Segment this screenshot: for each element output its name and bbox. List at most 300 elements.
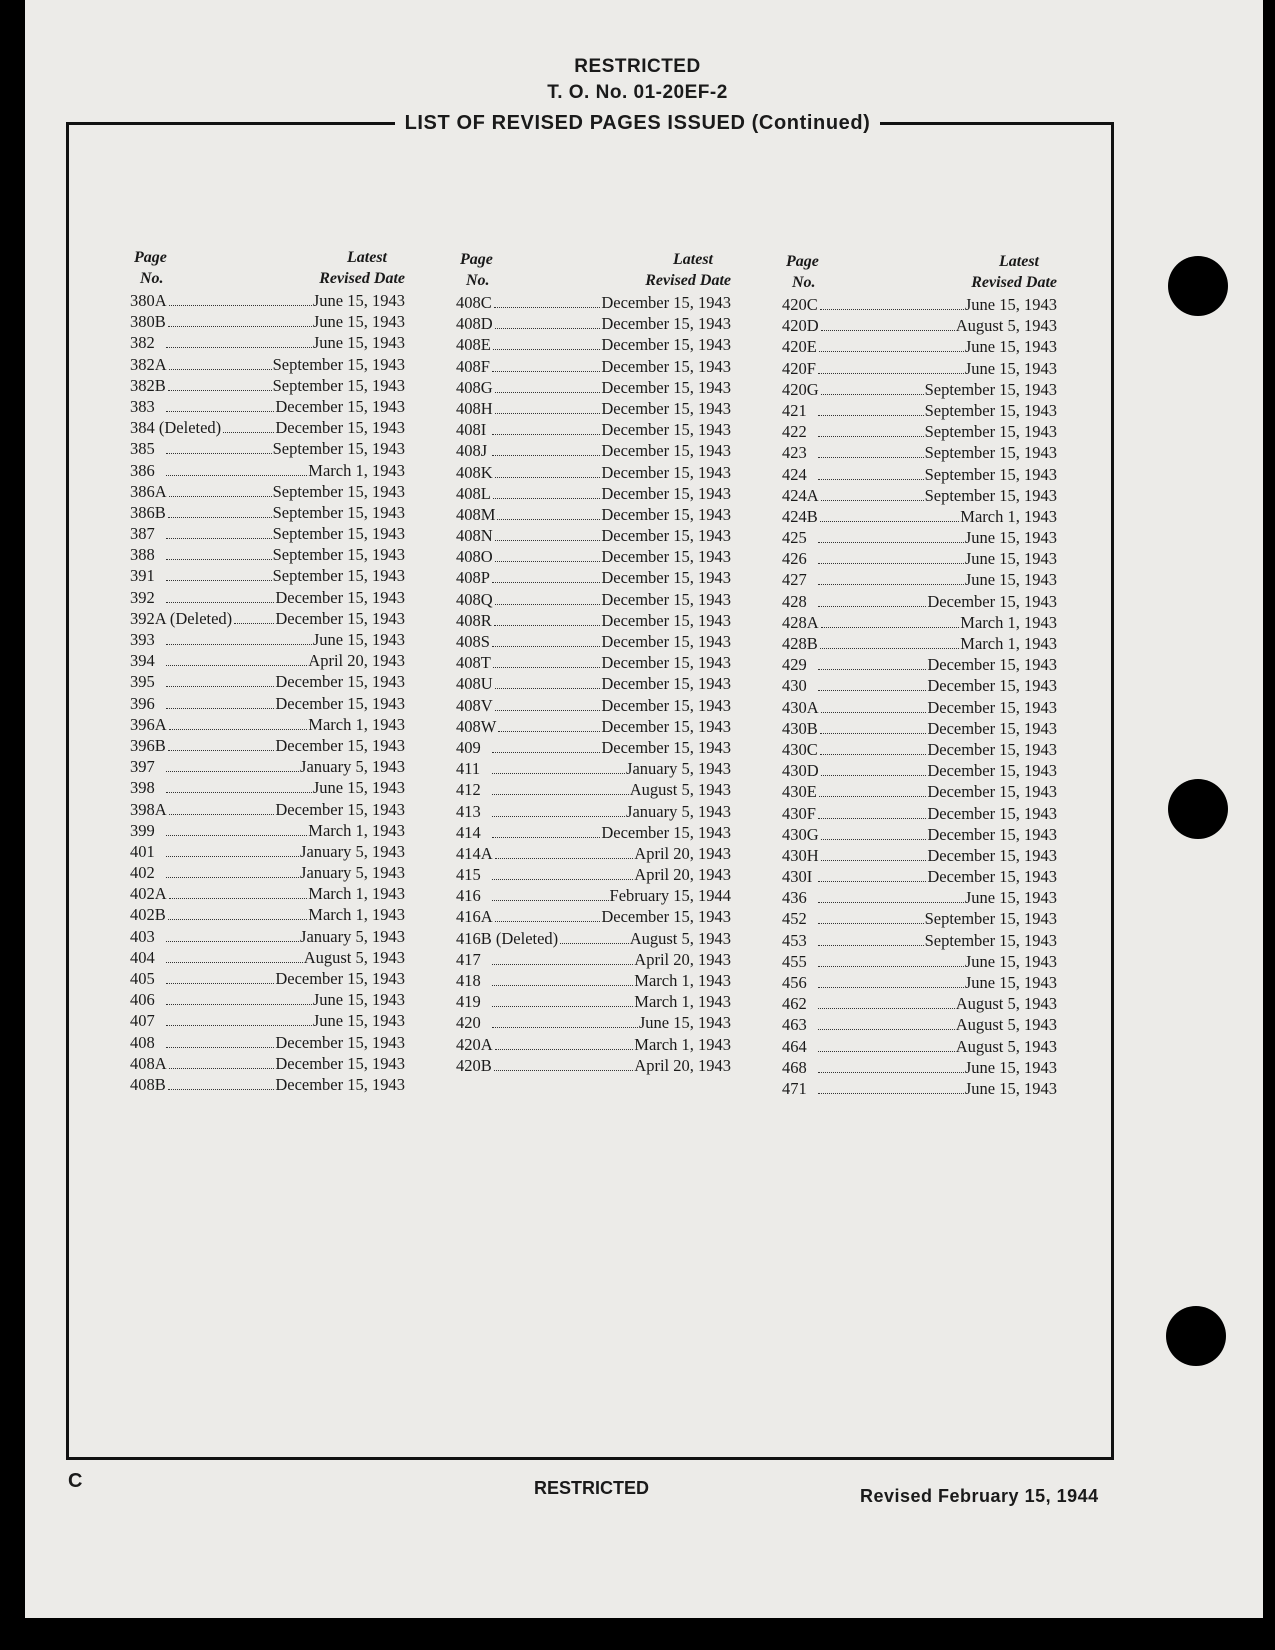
page-number: 471 [782, 1078, 807, 1098]
revised-date-header-line: Revised Date [645, 272, 731, 289]
page-number: 424 [782, 464, 807, 484]
page-number: 398 [130, 778, 155, 798]
page-number: 405 [130, 969, 155, 988]
page-number: 430F [782, 803, 816, 823]
page-number: 408R [456, 610, 492, 630]
page-number: 428B [782, 634, 818, 653]
dot-leader [818, 689, 926, 691]
page-number: 392 [130, 587, 155, 607]
revision-row [782, 740, 1057, 761]
page-number: 430B [782, 718, 818, 738]
revision-row [130, 397, 405, 418]
dot-leader [818, 986, 964, 988]
page-number: 425 [782, 528, 807, 548]
dot-leader [494, 1069, 634, 1071]
page-number: 430 [782, 676, 807, 696]
revision-row [456, 738, 731, 759]
revision-row [130, 609, 405, 630]
dot-leader [821, 774, 927, 776]
revised-date: December 15, 1943 [275, 1053, 405, 1073]
revision-row [456, 293, 731, 314]
dot-leader [166, 474, 307, 476]
revised-date: September 15, 1943 [272, 524, 405, 544]
revised-date: September 15, 1943 [924, 930, 1057, 950]
revised-date: December 15, 1943 [927, 739, 1057, 759]
dot-leader [169, 813, 275, 815]
dot-leader [168, 325, 312, 327]
dot-leader [821, 859, 927, 861]
revised-date: December 15, 1943 [601, 589, 731, 609]
revised-date: December 15, 1943 [275, 1032, 405, 1052]
revised-date: December 15, 1943 [927, 718, 1057, 738]
dot-leader [166, 1024, 312, 1026]
page-number: 430E [782, 782, 817, 802]
dot-leader [492, 454, 600, 456]
dot-leader [166, 537, 272, 539]
revision-row [782, 465, 1057, 486]
revised-date: December 15, 1943 [275, 418, 405, 438]
dot-leader [497, 518, 600, 520]
revision-row [782, 1058, 1057, 1079]
dot-leader [166, 643, 312, 645]
revised-date: June 15, 1943 [312, 312, 405, 332]
page-number: 412 [456, 780, 481, 800]
revised-date: December 15, 1943 [927, 845, 1057, 865]
dot-leader [818, 456, 924, 458]
page-number: 413 [456, 801, 481, 821]
revision-row [456, 1056, 731, 1077]
page-number: 408U [456, 674, 493, 694]
revision-row [456, 802, 731, 823]
revision-row [456, 844, 731, 865]
dot-leader [169, 368, 272, 370]
dot-leader [495, 476, 601, 478]
revised-date: June 15, 1943 [964, 570, 1057, 590]
revised-date: June 15, 1943 [964, 973, 1057, 992]
revision-row [782, 655, 1057, 676]
revised-date: September 15, 1943 [924, 400, 1057, 420]
revised-date: December 15, 1943 [927, 761, 1057, 781]
revision-row [456, 441, 731, 462]
revision-row [130, 863, 405, 884]
dot-leader [819, 795, 926, 797]
revision-row [456, 780, 731, 801]
page-number: 403 [130, 926, 155, 946]
revised-date: December 15, 1943 [275, 672, 405, 692]
page-number: 399 [130, 820, 155, 840]
page-number: 424A [782, 485, 819, 505]
dot-leader [166, 601, 274, 603]
dot-leader [495, 327, 601, 329]
revised-date: January 5, 1943 [626, 759, 731, 779]
revision-row [456, 717, 731, 738]
revised-date: June 15, 1943 [312, 990, 405, 1010]
revised-date: January 5, 1943 [300, 926, 405, 946]
revised-date: April 20, 1943 [634, 1055, 731, 1075]
page-number: 420E [782, 337, 817, 357]
revised-date: December 15, 1943 [601, 504, 731, 524]
revision-row [456, 357, 731, 378]
page-number: 408E [456, 335, 491, 355]
revision-row [130, 1033, 405, 1054]
revision-row [130, 588, 405, 609]
revised-date: February 15, 1944 [609, 886, 731, 906]
revised-date: December 15, 1943 [275, 969, 405, 988]
revision-row [456, 907, 731, 928]
dot-leader [234, 622, 274, 624]
page-number: 407 [130, 1011, 155, 1031]
binder-hole [1168, 779, 1228, 839]
dot-leader [819, 350, 964, 352]
page-number: 418 [456, 971, 481, 990]
revision-row [782, 613, 1057, 634]
revision-row [130, 842, 405, 863]
page-number: 387 [130, 524, 155, 544]
revision-row [130, 800, 405, 821]
dot-leader [495, 391, 601, 393]
revised-date: December 15, 1943 [275, 396, 405, 416]
revision-row [782, 825, 1057, 846]
revised-date: January 5, 1943 [626, 801, 731, 821]
page-number: 455 [782, 951, 807, 971]
dot-leader [821, 393, 924, 395]
dot-leader [492, 793, 629, 795]
dot-leader [820, 647, 960, 649]
revision-row [782, 846, 1057, 867]
revised-date: December 15, 1943 [601, 547, 731, 567]
page-number: 406 [130, 990, 155, 1010]
revised-date: December 15, 1943 [601, 293, 731, 312]
dot-leader [820, 732, 927, 734]
revised-date: March 1, 1943 [634, 1034, 731, 1054]
revision-row [130, 990, 405, 1011]
revision-row [130, 355, 405, 376]
page-number: 415 [456, 865, 481, 885]
revised-date: December 15, 1943 [927, 676, 1057, 696]
page-number: 420G [782, 379, 819, 399]
dot-leader [820, 753, 927, 755]
revised-date: June 15, 1943 [964, 295, 1057, 314]
revision-row [782, 528, 1057, 549]
revision-date-footer: Revised February 15, 1944 [860, 1486, 1099, 1506]
page-no-header [786, 251, 819, 293]
revision-row [782, 782, 1057, 803]
revised-date: December 15, 1943 [275, 587, 405, 607]
page-number: 430D [782, 761, 819, 781]
page-number: 382A [130, 354, 167, 374]
dot-leader [166, 410, 274, 412]
revised-date: March 1, 1943 [308, 714, 405, 734]
page-number: 380A [130, 291, 167, 310]
revision-row [456, 420, 731, 441]
revised-date: December 15, 1943 [601, 314, 731, 334]
dot-leader [495, 539, 601, 541]
revised-date: December 15, 1943 [601, 420, 731, 440]
dot-leader [495, 412, 601, 414]
revision-row [456, 463, 731, 484]
revision-row [782, 486, 1057, 507]
page-number: 430A [782, 697, 819, 717]
page-number: 420B [456, 1055, 492, 1075]
revision-row [456, 823, 731, 844]
revised-date: June 15, 1943 [312, 1011, 405, 1031]
page-number: 408P [456, 568, 490, 588]
dot-leader [492, 1005, 633, 1007]
page-number: 382 [130, 333, 155, 353]
revised-date: March 1, 1943 [634, 971, 731, 990]
revision-row [456, 929, 731, 950]
page-number: 414A [456, 843, 493, 863]
dot-leader [494, 306, 601, 308]
revision-row [456, 632, 731, 653]
revised-date: September 15, 1943 [272, 375, 405, 395]
binder-hole [1168, 256, 1228, 316]
revision-row [130, 651, 405, 672]
page-number: 420A [456, 1034, 493, 1054]
dot-leader [821, 838, 927, 840]
revision-row [130, 482, 405, 503]
revised-date: March 1, 1943 [308, 460, 405, 480]
revision-row [130, 376, 405, 397]
revised-date: December 15, 1943 [601, 674, 731, 694]
revision-row [130, 566, 405, 587]
dot-leader [166, 834, 307, 836]
dot-leader [818, 944, 924, 946]
revised-date: June 15, 1943 [964, 337, 1057, 357]
dot-leader [820, 308, 964, 310]
revision-row [782, 676, 1057, 697]
revision-row [782, 1015, 1057, 1036]
revised-date: August 5, 1943 [955, 994, 1057, 1014]
revised-date: March 1, 1943 [960, 634, 1057, 653]
dot-leader [492, 984, 633, 986]
revision-row [130, 715, 405, 736]
dot-leader [818, 562, 964, 564]
revised-date: December 15, 1943 [601, 335, 731, 355]
page-number: 402B [130, 905, 166, 925]
revised-date-header [971, 251, 1057, 293]
page-number: 408H [456, 398, 493, 418]
page-number: 384 (Deleted) [130, 418, 222, 438]
revision-row [782, 867, 1057, 888]
dot-leader [168, 749, 275, 751]
dot-leader [821, 626, 960, 628]
revision-row [130, 905, 405, 926]
dot-leader [168, 389, 272, 391]
dot-leader [498, 730, 600, 732]
revision-row [130, 672, 405, 693]
revised-date: December 15, 1943 [601, 907, 731, 927]
revised-date: August 5, 1943 [955, 316, 1057, 336]
revised-date: September 15, 1943 [924, 464, 1057, 484]
revised-date: December 15, 1943 [275, 799, 405, 819]
revision-row [130, 461, 405, 482]
dot-leader [166, 855, 299, 857]
revised-date: December 15, 1943 [927, 655, 1057, 675]
dot-leader [821, 499, 924, 501]
page-number: 429 [782, 655, 807, 675]
page-no-header [460, 249, 493, 291]
page-number: 396 [130, 693, 155, 713]
revision-row [456, 399, 731, 420]
dot-leader [818, 414, 924, 416]
revision-row [456, 674, 731, 695]
dot-leader [818, 541, 964, 543]
revised-date: January 5, 1943 [300, 863, 405, 883]
revised-date: June 15, 1943 [964, 951, 1057, 971]
dot-leader [818, 901, 964, 903]
column-header [782, 251, 1057, 295]
revised-date: September 15, 1943 [272, 566, 405, 586]
dot-leader [166, 1046, 274, 1048]
revised-date: September 15, 1943 [924, 909, 1057, 929]
revision-row [782, 401, 1057, 422]
dot-leader [169, 304, 312, 306]
dot-leader [821, 329, 955, 331]
revised-date: December 15, 1943 [601, 653, 731, 673]
revised-date: March 1, 1943 [308, 820, 405, 840]
page-number: 408B [130, 1074, 166, 1094]
revised-date: December 15, 1943 [275, 1074, 405, 1094]
page-number: 416A [456, 907, 493, 927]
page-no-header-line: Page [786, 253, 819, 270]
page-number: 419 [456, 992, 481, 1012]
dot-leader [818, 1071, 964, 1073]
revised-date-header [319, 247, 405, 289]
revision-row [130, 439, 405, 460]
revision-row [456, 653, 731, 674]
revised-date: September 15, 1943 [924, 485, 1057, 505]
revision-row [782, 359, 1057, 380]
page-number: 408O [456, 547, 493, 567]
dot-leader [492, 878, 633, 880]
revision-row [456, 484, 731, 505]
revised-date: April 20, 1943 [634, 865, 731, 885]
dot-leader [495, 560, 601, 562]
page-number: 430H [782, 845, 819, 865]
revision-row [782, 888, 1057, 909]
revised-date: June 15, 1943 [964, 528, 1057, 548]
revision-row [782, 1037, 1057, 1058]
revision-row [456, 505, 731, 526]
dot-leader [166, 791, 312, 793]
list-title: LIST OF REVISED PAGES ISSUED (Continued) [0, 112, 1275, 135]
revision-row [456, 378, 731, 399]
revision-row [130, 736, 405, 757]
revised-date: June 15, 1943 [312, 778, 405, 798]
revised-date: December 15, 1943 [601, 716, 731, 736]
revision-row [782, 380, 1057, 401]
page-number: 409 [456, 737, 481, 757]
revision-row [782, 698, 1057, 719]
dot-leader [493, 666, 600, 668]
revised-date: August 5, 1943 [629, 928, 731, 948]
revision-row [782, 909, 1057, 930]
page-number: 408D [456, 314, 493, 334]
revised-date: August 5, 1943 [303, 947, 405, 967]
page-number: 420F [782, 358, 816, 378]
dot-leader [818, 478, 924, 480]
revision-row [130, 291, 405, 312]
revision-row [130, 1054, 405, 1075]
revision-row [130, 821, 405, 842]
revision-row [782, 549, 1057, 570]
revision-row [456, 950, 731, 971]
classification-footer: RESTRICTED [534, 1478, 650, 1498]
revised-date: December 15, 1943 [601, 632, 731, 651]
revised-date: December 15, 1943 [601, 483, 731, 503]
revised-date: June 15, 1943 [964, 888, 1057, 908]
dot-leader [493, 348, 600, 350]
page-number: 408S [456, 632, 490, 651]
revised-date: December 15, 1943 [601, 462, 731, 482]
revised-date-header-line: Latest [673, 251, 713, 268]
page-number: 430I [782, 867, 813, 887]
page-number: 416 [456, 886, 481, 906]
page-number: 408 [130, 1032, 155, 1052]
revision-row [782, 422, 1057, 443]
revised-date: June 15, 1943 [312, 291, 405, 310]
page-number: 430C [782, 739, 818, 759]
page-number: 420D [782, 316, 819, 336]
page-number: 385 [130, 439, 155, 459]
page-number: 408M [456, 504, 496, 524]
revision-row [130, 694, 405, 715]
dot-leader [169, 495, 272, 497]
page-number: 436 [782, 888, 807, 908]
page-no-header-line: Page [460, 251, 493, 268]
revised-date: September 15, 1943 [924, 443, 1057, 463]
dot-leader [166, 346, 312, 348]
page-number: 464 [782, 1036, 807, 1056]
page-number: 397 [130, 757, 155, 777]
revision-row [456, 314, 731, 335]
revised-date: December 15, 1943 [601, 568, 731, 588]
revision-row [130, 969, 405, 990]
page-number: 408N [456, 526, 493, 546]
dot-leader [166, 1003, 312, 1005]
page-number: 420C [782, 295, 818, 314]
revision-row [456, 971, 731, 992]
revised-date: December 15, 1943 [927, 782, 1057, 802]
dot-leader [169, 897, 308, 899]
revised-date: December 15, 1943 [601, 610, 731, 630]
dot-leader [492, 370, 600, 372]
dot-leader [818, 922, 924, 924]
revision-row [130, 524, 405, 545]
revised-date: August 5, 1943 [955, 1036, 1057, 1056]
revision-row [456, 865, 731, 886]
dot-leader [492, 645, 600, 647]
page-number: 396A [130, 714, 167, 734]
page-number: 426 [782, 549, 807, 569]
revised-date: June 15, 1943 [312, 333, 405, 353]
revised-date: August 5, 1943 [955, 1015, 1057, 1035]
page-no-header-line: No. [792, 274, 816, 291]
revised-date: September 15, 1943 [272, 502, 405, 522]
revised-date-header [645, 249, 731, 291]
page-number: 386A [130, 481, 167, 501]
page-number: 408G [456, 377, 493, 397]
page-number: 402 [130, 863, 155, 883]
revised-date: September 15, 1943 [924, 422, 1057, 442]
dot-leader [166, 961, 303, 963]
page-number: 411 [456, 759, 481, 779]
dot-leader [492, 772, 625, 774]
dot-leader [168, 1088, 275, 1090]
tech-order-number: T. O. No. 01-20EF-2 [547, 82, 728, 103]
page-number: 394 [130, 651, 155, 671]
